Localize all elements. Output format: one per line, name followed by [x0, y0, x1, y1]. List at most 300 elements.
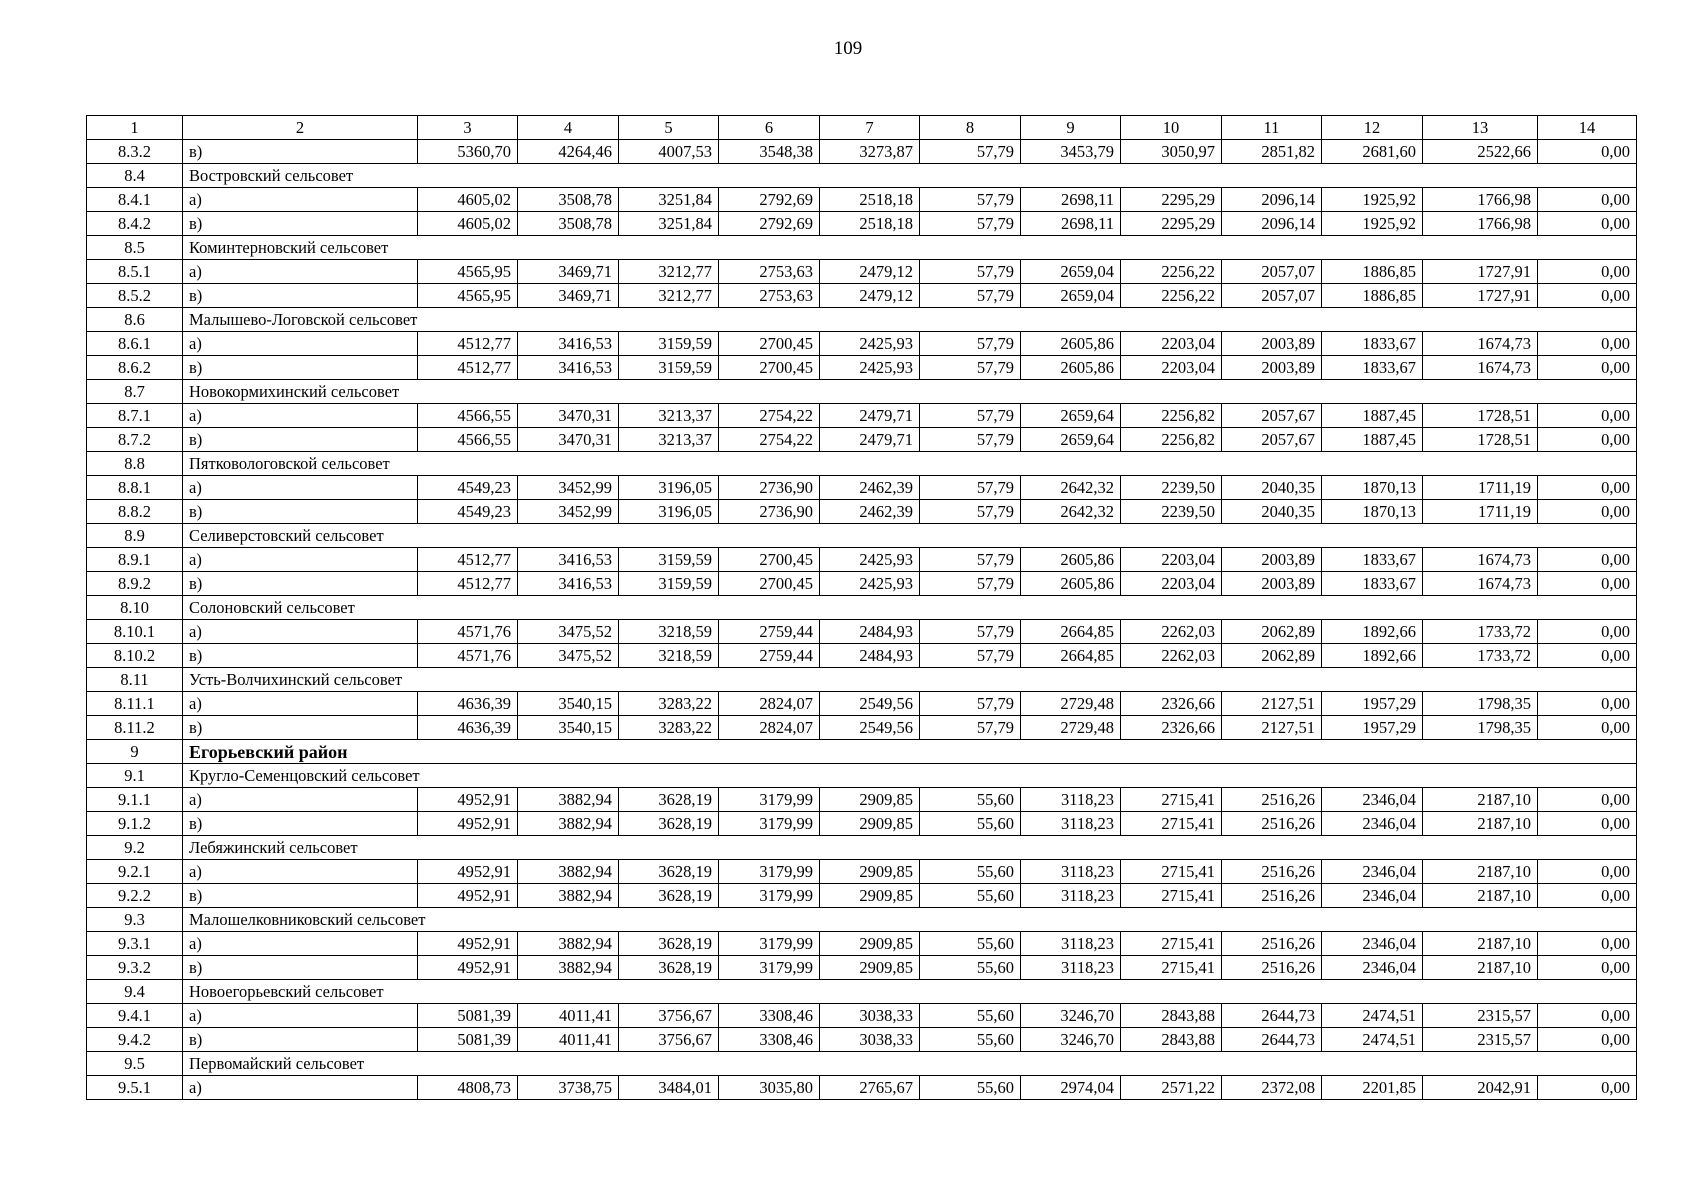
- value-cell: 0,00: [1538, 1028, 1637, 1052]
- value-cell: 4571,76: [418, 644, 518, 668]
- value-cell: 2057,07: [1222, 284, 1322, 308]
- value-cell: 3628,19: [619, 860, 719, 884]
- table-row: [87, 332, 1637, 356]
- value-cell: 2516,26: [1222, 860, 1322, 884]
- value-cell: 4952,91: [418, 812, 518, 836]
- value-cell: 1833,67: [1322, 356, 1423, 380]
- page-number: 109: [833, 38, 863, 59]
- value-cell: 1870,13: [1322, 476, 1423, 500]
- value-cell: 2315,57: [1423, 1004, 1538, 1028]
- row-number: 9.5.1: [87, 1076, 183, 1100]
- value-cell: 4605,02: [418, 188, 518, 212]
- value-cell: 1833,67: [1322, 572, 1423, 596]
- row-label: в): [183, 500, 418, 524]
- row-number: 8.10.2: [87, 644, 183, 668]
- value-cell: 2203,04: [1121, 548, 1222, 572]
- section-number: 8.4: [87, 164, 183, 188]
- value-cell: 2642,32: [1021, 476, 1121, 500]
- row-label: а): [183, 932, 418, 956]
- value-cell: 4512,77: [418, 548, 518, 572]
- section-name: Малышево-Логовской сельсовет: [183, 308, 1637, 332]
- value-cell: 1957,29: [1322, 716, 1423, 740]
- value-cell: 2203,04: [1121, 356, 1222, 380]
- section-number: 8.8: [87, 452, 183, 476]
- value-cell: 3159,59: [619, 572, 719, 596]
- value-cell: 1887,45: [1322, 428, 1423, 452]
- value-cell: 1674,73: [1423, 572, 1538, 596]
- row-number: 8.7.1: [87, 404, 183, 428]
- value-cell: 3540,15: [518, 692, 619, 716]
- value-cell: 57,79: [920, 356, 1021, 380]
- value-cell: 3038,33: [820, 1004, 920, 1028]
- value-cell: 4571,76: [418, 620, 518, 644]
- value-cell: 2256,82: [1121, 428, 1222, 452]
- row-label: а): [183, 548, 418, 572]
- value-cell: 2715,41: [1121, 812, 1222, 836]
- column-header: 10: [1121, 116, 1222, 140]
- value-cell: 3213,37: [619, 404, 719, 428]
- value-cell: 2715,41: [1121, 884, 1222, 908]
- row-label: в): [183, 356, 418, 380]
- value-cell: 3159,59: [619, 548, 719, 572]
- value-cell: 2736,90: [719, 476, 820, 500]
- row-label: в): [183, 284, 418, 308]
- value-cell: 3628,19: [619, 884, 719, 908]
- section-row: [87, 308, 1637, 332]
- row-number: 8.4.1: [87, 188, 183, 212]
- value-cell: 3882,94: [518, 932, 619, 956]
- value-cell: 2754,22: [719, 404, 820, 428]
- value-cell: 4605,02: [418, 212, 518, 236]
- row-number: 9.4.1: [87, 1004, 183, 1028]
- row-label: а): [183, 620, 418, 644]
- value-cell: 2262,03: [1121, 644, 1222, 668]
- row-label: а): [183, 860, 418, 884]
- value-cell: 2127,51: [1222, 692, 1322, 716]
- value-cell: 2484,93: [820, 620, 920, 644]
- row-label: в): [183, 140, 418, 164]
- value-cell: 3212,77: [619, 260, 719, 284]
- section-name: Пятковологовской сельсовет: [183, 452, 1637, 476]
- value-cell: 2824,07: [719, 716, 820, 740]
- section-row: [87, 452, 1637, 476]
- value-cell: 2479,12: [820, 260, 920, 284]
- row-number: 9.1.1: [87, 788, 183, 812]
- value-cell: 2003,89: [1222, 356, 1322, 380]
- value-cell: 3882,94: [518, 884, 619, 908]
- value-cell: 2295,29: [1121, 188, 1222, 212]
- value-cell: 2659,64: [1021, 404, 1121, 428]
- section-name: Усть-Волчихинский сельсовет: [183, 668, 1637, 692]
- row-label: в): [183, 212, 418, 236]
- value-cell: 0,00: [1538, 500, 1637, 524]
- value-cell: 1957,29: [1322, 692, 1423, 716]
- value-cell: 2715,41: [1121, 932, 1222, 956]
- table-row: [87, 260, 1637, 284]
- section-name: Новоегорьевский сельсовет: [183, 980, 1637, 1004]
- value-cell: 2909,85: [820, 788, 920, 812]
- value-cell: 0,00: [1538, 572, 1637, 596]
- value-cell: 2057,67: [1222, 428, 1322, 452]
- value-cell: 2759,44: [719, 644, 820, 668]
- table-row: [87, 572, 1637, 596]
- row-number: 9.3.1: [87, 932, 183, 956]
- value-cell: 2549,56: [820, 692, 920, 716]
- row-number: 8.4.2: [87, 212, 183, 236]
- value-cell: 2974,04: [1021, 1076, 1121, 1100]
- value-cell: 0,00: [1538, 476, 1637, 500]
- value-cell: 4512,77: [418, 572, 518, 596]
- column-header: 4: [518, 116, 619, 140]
- value-cell: 2792,69: [719, 188, 820, 212]
- value-cell: 0,00: [1538, 260, 1637, 284]
- value-cell: 2792,69: [719, 212, 820, 236]
- value-cell: 2057,07: [1222, 260, 1322, 284]
- section-number: 8.5: [87, 236, 183, 260]
- value-cell: 2516,26: [1222, 788, 1322, 812]
- value-cell: 4808,73: [418, 1076, 518, 1100]
- section-row: [87, 524, 1637, 548]
- value-cell: 2700,45: [719, 548, 820, 572]
- value-cell: 1886,85: [1322, 284, 1423, 308]
- section-name: Селиверстовский сельсовет: [183, 524, 1637, 548]
- value-cell: 2605,86: [1021, 548, 1121, 572]
- value-cell: 2372,08: [1222, 1076, 1322, 1100]
- value-cell: 4565,95: [418, 284, 518, 308]
- row-label: а): [183, 404, 418, 428]
- value-cell: 55,60: [920, 1004, 1021, 1028]
- value-cell: 1892,66: [1322, 620, 1423, 644]
- value-cell: 2479,12: [820, 284, 920, 308]
- table-row: [87, 1076, 1637, 1100]
- value-cell: 2096,14: [1222, 188, 1322, 212]
- section-row: [87, 668, 1637, 692]
- value-cell: 3452,99: [518, 476, 619, 500]
- value-cell: 0,00: [1538, 428, 1637, 452]
- value-cell: 3416,53: [518, 332, 619, 356]
- value-cell: 57,79: [920, 476, 1021, 500]
- value-cell: 2909,85: [820, 932, 920, 956]
- column-header: 9: [1021, 116, 1121, 140]
- value-cell: 2715,41: [1121, 956, 1222, 980]
- row-number: 9.2.1: [87, 860, 183, 884]
- value-cell: 4952,91: [418, 788, 518, 812]
- value-cell: 1887,45: [1322, 404, 1423, 428]
- value-cell: 2203,04: [1121, 332, 1222, 356]
- value-cell: 3308,46: [719, 1028, 820, 1052]
- value-cell: 2003,89: [1222, 332, 1322, 356]
- value-cell: 2753,63: [719, 260, 820, 284]
- table-row: [87, 788, 1637, 812]
- row-label: в): [183, 1028, 418, 1052]
- value-cell: 2700,45: [719, 332, 820, 356]
- value-cell: 3308,46: [719, 1004, 820, 1028]
- value-cell: 3118,23: [1021, 860, 1121, 884]
- value-cell: 2187,10: [1423, 812, 1538, 836]
- section-row: [87, 764, 1637, 788]
- row-label: а): [183, 332, 418, 356]
- table-row: [87, 644, 1637, 668]
- value-cell: 4636,39: [418, 716, 518, 740]
- value-cell: 2518,18: [820, 212, 920, 236]
- value-cell: 4512,77: [418, 332, 518, 356]
- value-cell: 4512,77: [418, 356, 518, 380]
- value-cell: 2003,89: [1222, 572, 1322, 596]
- value-cell: 2736,90: [719, 500, 820, 524]
- section-name: Солоновский сельсовет: [183, 596, 1637, 620]
- value-cell: 57,79: [920, 260, 1021, 284]
- value-cell: 0,00: [1538, 404, 1637, 428]
- value-cell: 2516,26: [1222, 956, 1322, 980]
- value-cell: 0,00: [1538, 788, 1637, 812]
- value-cell: 1727,91: [1423, 284, 1538, 308]
- value-cell: 2549,56: [820, 716, 920, 740]
- row-number: 8.6.1: [87, 332, 183, 356]
- value-cell: 2644,73: [1222, 1028, 1322, 1052]
- table-row: [87, 860, 1637, 884]
- section-row: [87, 596, 1637, 620]
- value-cell: 57,79: [920, 548, 1021, 572]
- value-cell: 2715,41: [1121, 860, 1222, 884]
- value-cell: 55,60: [920, 812, 1021, 836]
- value-cell: 2659,04: [1021, 284, 1121, 308]
- table-row: [87, 404, 1637, 428]
- value-cell: 0,00: [1538, 812, 1637, 836]
- value-cell: 4952,91: [418, 932, 518, 956]
- value-cell: 2346,04: [1322, 956, 1423, 980]
- section-name: Первомайский сельсовет: [183, 1052, 1637, 1076]
- value-cell: 1892,66: [1322, 644, 1423, 668]
- row-label: а): [183, 1076, 418, 1100]
- section-number: 9.1: [87, 764, 183, 788]
- table-row: [87, 812, 1637, 836]
- column-header: 11: [1222, 116, 1322, 140]
- value-cell: 1727,91: [1423, 260, 1538, 284]
- value-cell: 3452,99: [518, 500, 619, 524]
- value-cell: 4566,55: [418, 428, 518, 452]
- table-row: [87, 932, 1637, 956]
- value-cell: 2700,45: [719, 356, 820, 380]
- row-label: а): [183, 788, 418, 812]
- value-cell: 0,00: [1538, 356, 1637, 380]
- section-number: 8.11: [87, 668, 183, 692]
- value-cell: 3416,53: [518, 572, 619, 596]
- value-cell: 57,79: [920, 428, 1021, 452]
- value-cell: 2462,39: [820, 500, 920, 524]
- row-label: в): [183, 428, 418, 452]
- value-cell: 4636,39: [418, 692, 518, 716]
- value-cell: 3196,05: [619, 500, 719, 524]
- row-label: в): [183, 644, 418, 668]
- value-cell: 2425,93: [820, 548, 920, 572]
- table-row: [87, 716, 1637, 740]
- value-cell: 0,00: [1538, 1076, 1637, 1100]
- column-header: 12: [1322, 116, 1423, 140]
- row-number: 9.3.2: [87, 956, 183, 980]
- value-cell: 0,00: [1538, 140, 1637, 164]
- value-cell: 3038,33: [820, 1028, 920, 1052]
- row-number: 9.2.2: [87, 884, 183, 908]
- section-row: [87, 1052, 1637, 1076]
- value-cell: 2729,48: [1021, 692, 1121, 716]
- section-number: 8.6: [87, 308, 183, 332]
- district-name: Егорьевский район: [183, 740, 1637, 764]
- table-row: [87, 1028, 1637, 1052]
- table-row: [87, 884, 1637, 908]
- value-cell: 57,79: [920, 692, 1021, 716]
- value-cell: 3756,67: [619, 1004, 719, 1028]
- value-cell: 3283,22: [619, 692, 719, 716]
- row-number: 8.11.2: [87, 716, 183, 740]
- value-cell: 5360,70: [418, 140, 518, 164]
- value-cell: 2262,03: [1121, 620, 1222, 644]
- value-cell: 2127,51: [1222, 716, 1322, 740]
- value-cell: 1798,35: [1423, 716, 1538, 740]
- section-row: [87, 236, 1637, 260]
- value-cell: 4011,41: [518, 1004, 619, 1028]
- value-cell: 2003,89: [1222, 548, 1322, 572]
- value-cell: 3179,99: [719, 788, 820, 812]
- table-row: [87, 140, 1637, 164]
- section-number: 8.9: [87, 524, 183, 548]
- value-cell: 1870,13: [1322, 500, 1423, 524]
- value-cell: 2605,86: [1021, 572, 1121, 596]
- value-cell: 1766,98: [1423, 188, 1538, 212]
- table-row: [87, 956, 1637, 980]
- value-cell: 3475,52: [518, 644, 619, 668]
- value-cell: 1674,73: [1423, 356, 1538, 380]
- value-cell: 2715,41: [1121, 788, 1222, 812]
- value-cell: 2239,50: [1121, 500, 1222, 524]
- value-cell: 2479,71: [820, 428, 920, 452]
- value-cell: 2754,22: [719, 428, 820, 452]
- value-cell: 4566,55: [418, 404, 518, 428]
- row-label: в): [183, 572, 418, 596]
- value-cell: 2698,11: [1021, 212, 1121, 236]
- value-cell: 3470,31: [518, 428, 619, 452]
- value-cell: 1733,72: [1423, 644, 1538, 668]
- section-number: 9.2: [87, 836, 183, 860]
- row-number: 8.6.2: [87, 356, 183, 380]
- section-number: 9.3: [87, 908, 183, 932]
- value-cell: 3196,05: [619, 476, 719, 500]
- row-label: а): [183, 1004, 418, 1028]
- value-cell: 3213,37: [619, 428, 719, 452]
- value-cell: 3050,97: [1121, 140, 1222, 164]
- value-cell: 2425,93: [820, 356, 920, 380]
- value-cell: 4549,23: [418, 500, 518, 524]
- value-cell: 57,79: [920, 188, 1021, 212]
- section-name: Коминтерновский сельсовет: [183, 236, 1637, 260]
- value-cell: 1674,73: [1423, 548, 1538, 572]
- row-label: в): [183, 716, 418, 740]
- value-cell: 3251,84: [619, 188, 719, 212]
- value-cell: 3628,19: [619, 788, 719, 812]
- value-cell: 3118,23: [1021, 788, 1121, 812]
- row-label: в): [183, 884, 418, 908]
- value-cell: 3475,52: [518, 620, 619, 644]
- value-cell: 2256,22: [1121, 260, 1222, 284]
- value-cell: 2062,89: [1222, 644, 1322, 668]
- value-cell: 2187,10: [1423, 884, 1538, 908]
- value-cell: 2642,32: [1021, 500, 1121, 524]
- value-cell: 2474,51: [1322, 1004, 1423, 1028]
- value-cell: 57,79: [920, 620, 1021, 644]
- value-cell: 3218,59: [619, 644, 719, 668]
- value-cell: 2256,82: [1121, 404, 1222, 428]
- value-cell: 2239,50: [1121, 476, 1222, 500]
- value-cell: 1925,92: [1322, 188, 1423, 212]
- value-cell: 4565,95: [418, 260, 518, 284]
- value-cell: 2909,85: [820, 956, 920, 980]
- value-cell: 0,00: [1538, 548, 1637, 572]
- value-cell: 57,79: [920, 644, 1021, 668]
- value-cell: 3469,71: [518, 260, 619, 284]
- table-row: [87, 620, 1637, 644]
- value-cell: 3882,94: [518, 860, 619, 884]
- value-cell: 2909,85: [820, 884, 920, 908]
- value-cell: 3159,59: [619, 332, 719, 356]
- value-cell: 2479,71: [820, 404, 920, 428]
- value-cell: 2909,85: [820, 812, 920, 836]
- column-header: 14: [1538, 116, 1637, 140]
- value-cell: 55,60: [920, 956, 1021, 980]
- row-number: 9.4.2: [87, 1028, 183, 1052]
- value-cell: 1925,92: [1322, 212, 1423, 236]
- value-cell: 2664,85: [1021, 620, 1121, 644]
- value-cell: 4952,91: [418, 860, 518, 884]
- section-row: [87, 380, 1637, 404]
- value-cell: 2659,04: [1021, 260, 1121, 284]
- value-cell: 2644,73: [1222, 1004, 1322, 1028]
- section-number: 8.10: [87, 596, 183, 620]
- value-cell: 2571,22: [1121, 1076, 1222, 1100]
- value-cell: 0,00: [1538, 284, 1637, 308]
- value-cell: 3283,22: [619, 716, 719, 740]
- row-number: 8.9.1: [87, 548, 183, 572]
- value-cell: 0,00: [1538, 332, 1637, 356]
- value-cell: 4264,46: [518, 140, 619, 164]
- value-cell: 0,00: [1538, 644, 1637, 668]
- section-number: 9.5: [87, 1052, 183, 1076]
- value-cell: 3212,77: [619, 284, 719, 308]
- value-cell: 2516,26: [1222, 884, 1322, 908]
- row-label: а): [183, 476, 418, 500]
- row-number: 8.3.2: [87, 140, 183, 164]
- section-name: Лебяжинский сельсовет: [183, 836, 1637, 860]
- value-cell: 3179,99: [719, 812, 820, 836]
- column-header: 13: [1423, 116, 1538, 140]
- value-cell: 2256,22: [1121, 284, 1222, 308]
- value-cell: 4952,91: [418, 956, 518, 980]
- value-cell: 2315,57: [1423, 1028, 1538, 1052]
- value-cell: 2057,67: [1222, 404, 1322, 428]
- value-cell: 3179,99: [719, 956, 820, 980]
- value-cell: 3118,23: [1021, 812, 1121, 836]
- value-cell: 0,00: [1538, 1004, 1637, 1028]
- value-cell: 57,79: [920, 332, 1021, 356]
- value-cell: 3118,23: [1021, 884, 1121, 908]
- row-label: а): [183, 260, 418, 284]
- value-cell: 2187,10: [1423, 932, 1538, 956]
- row-number: 8.8.2: [87, 500, 183, 524]
- value-cell: 2843,88: [1121, 1004, 1222, 1028]
- column-header: 8: [920, 116, 1021, 140]
- value-cell: 2346,04: [1322, 932, 1423, 956]
- value-cell: 57,79: [920, 284, 1021, 308]
- value-cell: 3756,67: [619, 1028, 719, 1052]
- column-header: 7: [820, 116, 920, 140]
